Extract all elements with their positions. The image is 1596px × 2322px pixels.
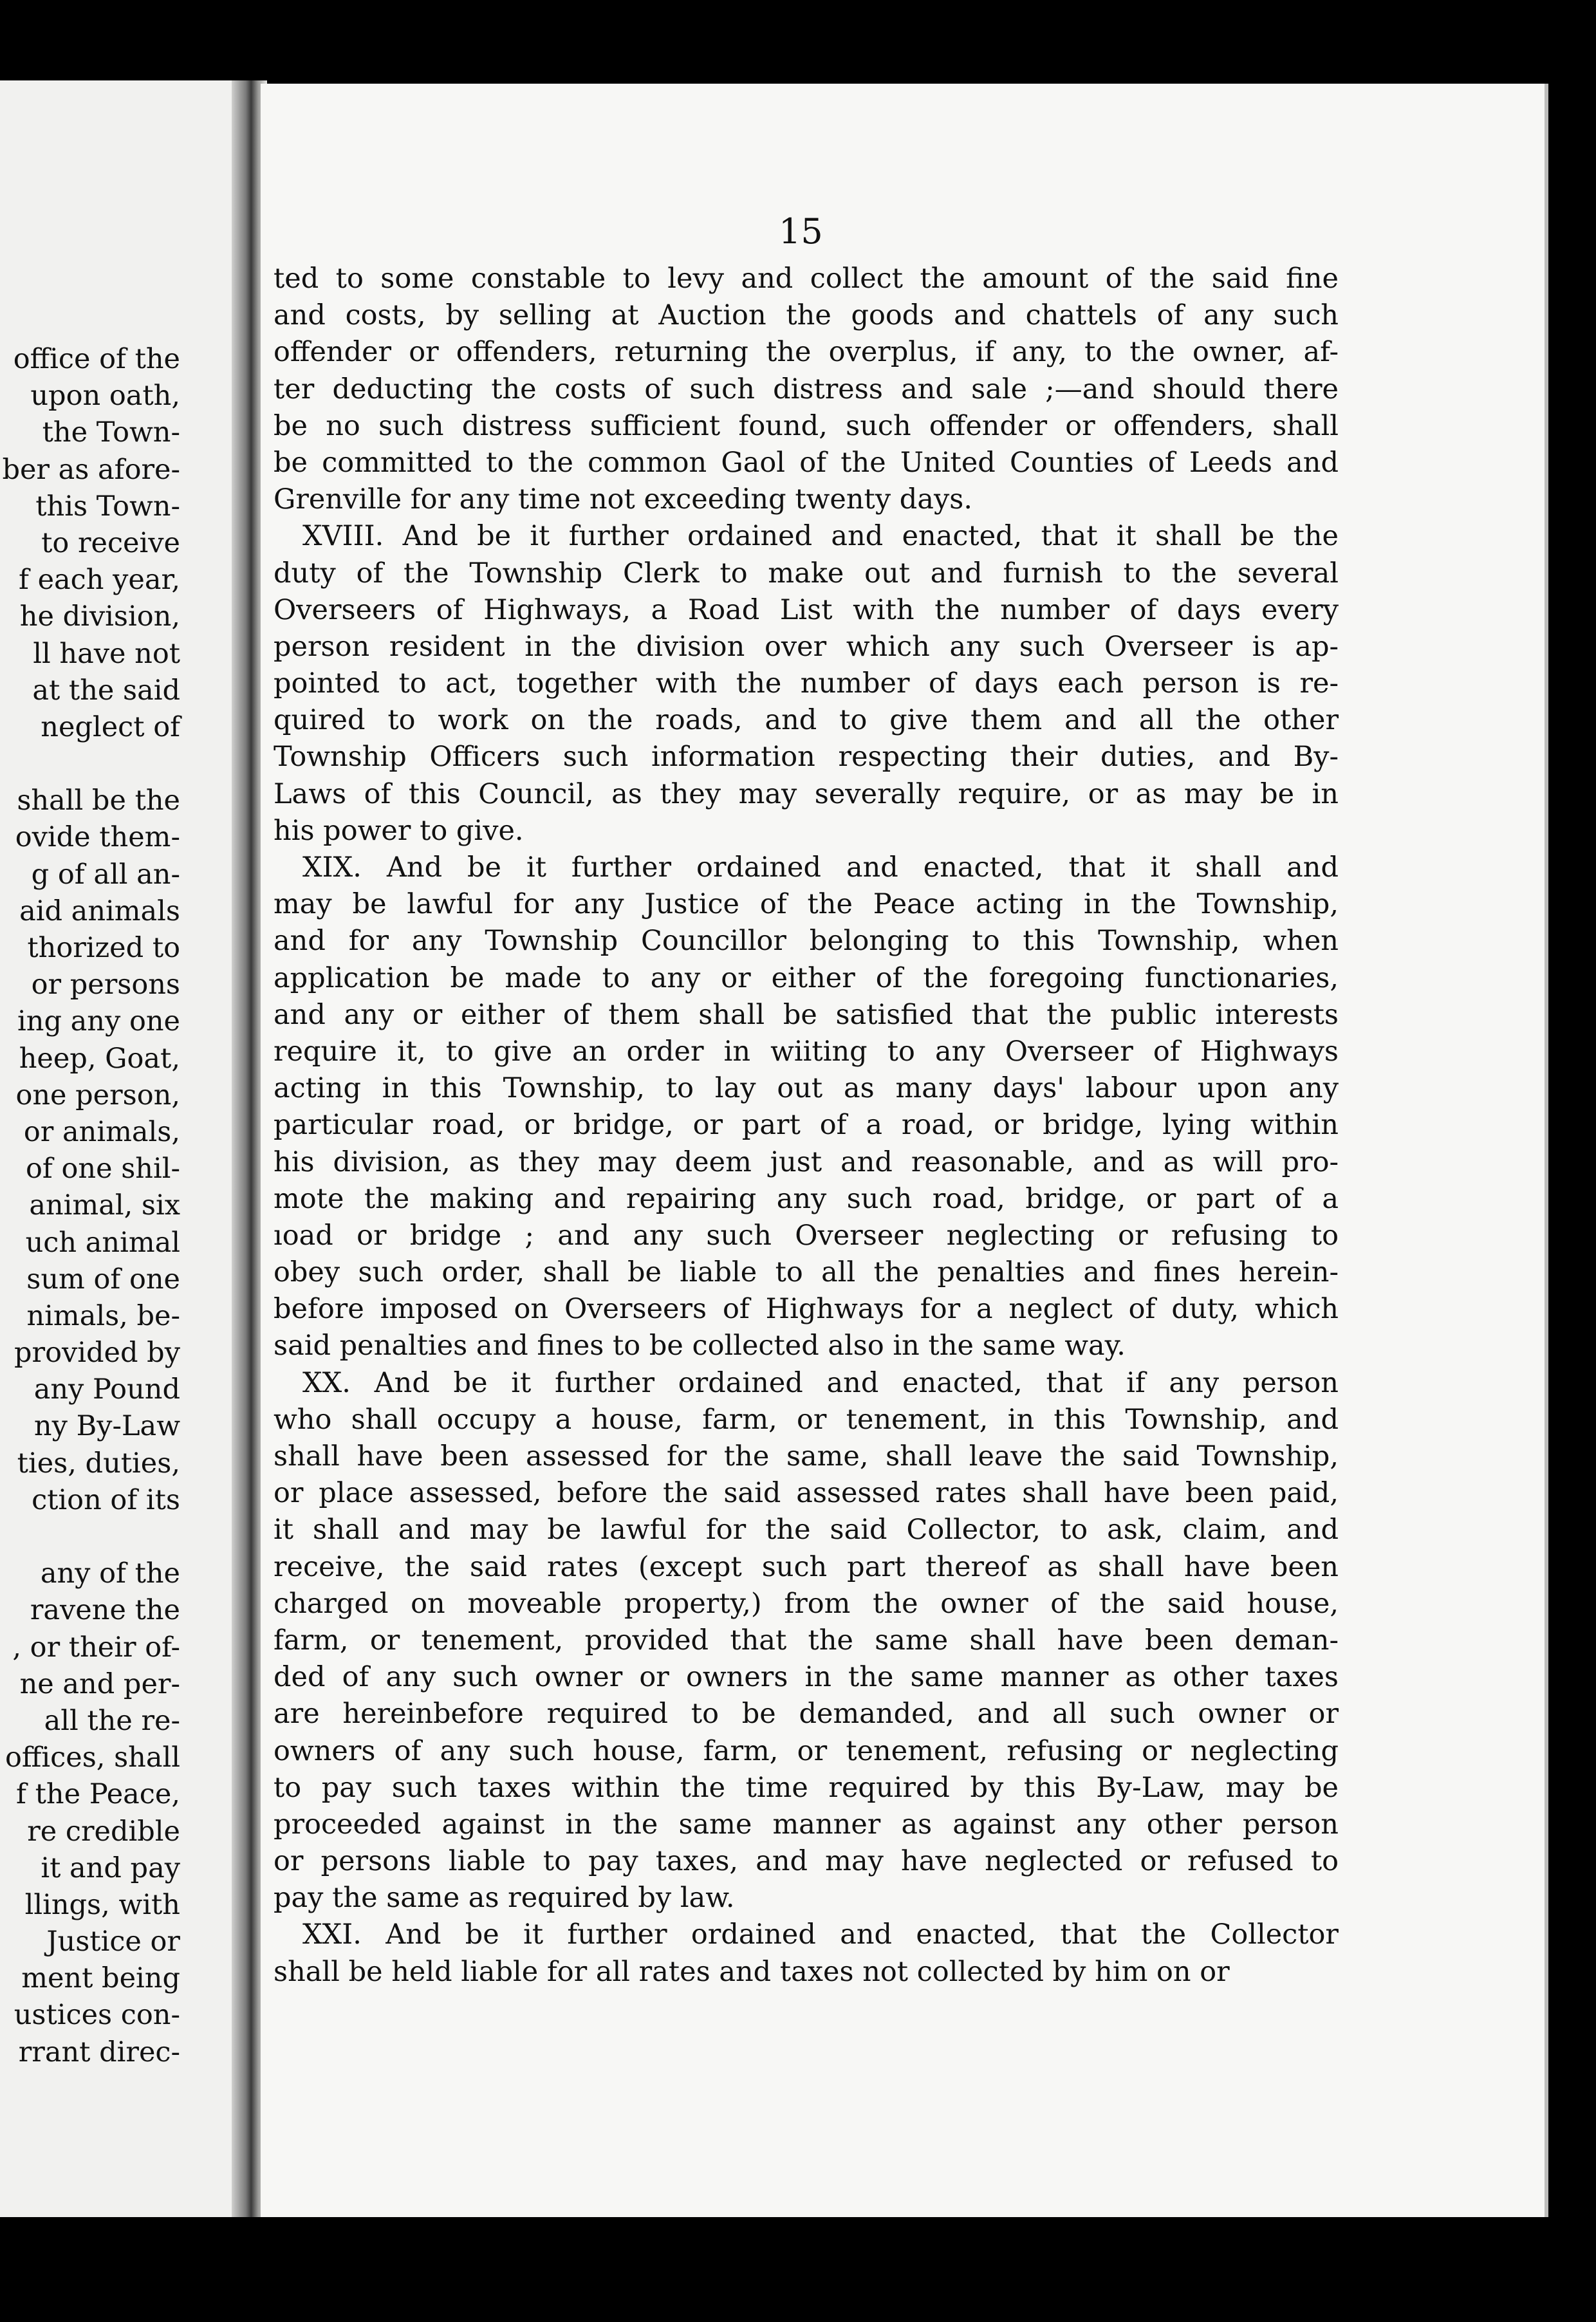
left-page-line-fragment: provided by — [14, 1337, 180, 1370]
left-page-line-fragment: the Town- — [42, 416, 180, 449]
left-page-line-fragment: ber as afore- — [2, 453, 180, 486]
scan-background-top — [0, 0, 1596, 80]
text-line: pointed to act, together with the number of days each person is re- — [274, 667, 1339, 700]
left-page-line-fragment: of one shil- — [26, 1153, 180, 1185]
left-page-line-fragment: ne and per- — [19, 1667, 180, 1700]
text-line: ded of any such owner or owners in the same manner as other taxes — [274, 1661, 1339, 1694]
left-page-line-fragment: office of the — [13, 343, 180, 375]
left-page-text-column — [0, 341, 180, 2071]
left-page-line-fragment: to receive — [41, 526, 180, 559]
left-page-line-fragment: neglect of — [41, 711, 180, 743]
left-page-line-fragment: thorized to — [27, 932, 180, 964]
text-line: to pay such taxes within the time required by this By-Law, may be — [274, 1771, 1339, 1804]
text-line: and costs, by selling at Auction the goods and chattels of any such — [274, 299, 1339, 332]
text-line: and any or either of them shall be satisfied that the public interests — [274, 998, 1339, 1031]
text-line: XVIII. And be it further ordained and enacted, that it shall be the — [302, 520, 1339, 553]
text-line: application be made to any or either of the foregoing functionaries, — [274, 961, 1339, 994]
text-line: charged on moveable property,) from the owner of the said house, — [274, 1587, 1339, 1620]
left-page-line-fragment: or animals, — [23, 1115, 180, 1148]
text-line: and for any Township Councillor belonging to this Township, when — [274, 925, 1339, 958]
left-page-line-fragment: re credible — [27, 1815, 180, 1848]
left-page-line-fragment: ustices con- — [14, 1999, 180, 2032]
left-page-gap — [0, 746, 180, 783]
left-page-line-fragment: any of the — [40, 1557, 180, 1590]
text-line: Overseers of Highways, a Road List with the number of days every — [274, 593, 1339, 626]
text-line: obey such order, shall be liable to all the penalties and fines herein- — [274, 1256, 1339, 1289]
left-page-line-fragment: g of all an- — [31, 858, 180, 891]
left-page-line-fragment: offices, shall — [5, 1742, 180, 1774]
text-line: acting in this Township, to lay out as many days' labour upon any — [274, 1072, 1339, 1105]
left-page-line-fragment: ing any one — [17, 1005, 180, 1038]
text-line: who shall occupy a house, farm, or tenement, in this Township, and — [274, 1403, 1339, 1436]
left-page-gap — [0, 1519, 180, 1556]
text-line: his division, as they may deem just and reasonable, and as will pro- — [274, 1146, 1339, 1178]
left-page-line-fragment: rrant direc- — [18, 2036, 180, 2068]
scan-background-bottom — [0, 2217, 1596, 2322]
text-line: XXI. And be it further ordained and enacted, that the Collector — [302, 1918, 1339, 1951]
text-line: require it, to give an order in wiiting to any Overseer of Highways — [274, 1035, 1339, 1068]
text-line: mote the making and repairing any such road, bridge, or part of a — [274, 1182, 1339, 1215]
left-page-line-fragment: , or their of- — [12, 1631, 180, 1664]
left-page-line-fragment: sum of one — [26, 1263, 180, 1296]
text-line: particular road, or bridge, or part of a road, or bridge, lying within — [274, 1109, 1339, 1142]
left-page-edge — [0, 80, 239, 2217]
left-page-line-fragment: any Pound — [33, 1373, 180, 1406]
text-line: ted to some constable to levy and collect the amount of the said fine — [274, 263, 1339, 295]
left-page-line-fragment: upon oath, — [30, 380, 180, 413]
left-page-line-fragment: f each year, — [19, 564, 180, 597]
left-page-line-fragment: ction of its — [32, 1483, 180, 1516]
left-page-line-fragment: ment being — [21, 1962, 180, 1995]
text-line: are hereinbefore required to be demanded, and all such owner or — [274, 1698, 1339, 1731]
text-line: shall be held liable for all rates and taxes not collected by him on or — [274, 1955, 1230, 1988]
text-line: shall have been assessed for the same, shall leave the said Township, — [274, 1440, 1339, 1472]
text-line: XX. And be it further ordained and enacted, that if any person — [302, 1366, 1339, 1399]
left-page-line-fragment: all the re- — [44, 1704, 180, 1737]
text-line: quired to work on the roads, and to give them and all the other — [274, 704, 1339, 737]
text-line: pay the same as required by law. — [274, 1882, 735, 1915]
text-line: or place assessed, before the said assessed rates shall have been paid, — [274, 1477, 1339, 1510]
left-page-line-fragment: or persons — [31, 969, 180, 1001]
left-page-line-fragment: f the Peace, — [16, 1778, 180, 1811]
text-line: said penalties and fines to be collected also in the same way. — [274, 1330, 1126, 1362]
left-page-line-fragment: at the said — [32, 674, 180, 707]
left-page-line-fragment: Justice or — [46, 1926, 180, 1958]
left-page-line-fragment: ravene the — [30, 1594, 180, 1627]
text-line: or persons liable to pay taxes, and may have neglected or refused to — [274, 1845, 1339, 1878]
right-page-body-text — [274, 261, 1339, 1991]
left-page-line-fragment: ny By-Law — [33, 1410, 180, 1443]
text-line: Grenville for any time not exceeding twenty days. — [274, 483, 972, 516]
left-page-line-fragment: shall be the — [17, 785, 180, 817]
text-line: person resident in the division over which any such Overseer is ap- — [274, 630, 1339, 663]
left-page-line-fragment: he division, — [19, 600, 180, 633]
text-line: offender or offenders, returning the overplus, if any, to the owner, af- — [274, 336, 1339, 369]
text-line: it shall and may be lawful for the said Collector, to ask, claim, and — [274, 1514, 1339, 1546]
text-line: his power to give. — [274, 814, 524, 847]
text-line: ıoad or bridge ; and any such Overseer neglecting or refusing to — [274, 1219, 1339, 1252]
text-line: ter deducting the costs of such distress and sale ;—and should there — [274, 373, 1339, 405]
text-line: may be lawful for any Justice of the Peace acting in the Township, — [274, 888, 1339, 921]
left-page-line-fragment: it and pay — [41, 1852, 180, 1884]
text-line: proceeded against in the same manner as against any other person — [274, 1808, 1339, 1841]
text-line: Laws of this Council, as they may severally require, or as may be in — [274, 777, 1339, 810]
left-page-line-fragment: one person, — [15, 1079, 180, 1111]
left-page-line-fragment: llings, with — [24, 1888, 180, 1921]
text-line: owners of any such house, farm, or tenement, refusing or neglecting — [274, 1734, 1339, 1767]
text-line: be no such distress sufficient found, such offender or offenders, shall — [274, 409, 1339, 442]
page-number: 15 — [779, 211, 823, 252]
text-line: farm, or tenement, provided that the same shall have been deman- — [274, 1624, 1339, 1657]
text-line: XIX. And be it further ordained and enacted, that it shall and — [302, 851, 1339, 884]
left-page-line-fragment: uch animal — [25, 1226, 180, 1259]
text-line: receive, the said rates (except such part thereof as shall have been — [274, 1550, 1339, 1583]
left-page-line-fragment: aid animals — [19, 895, 180, 927]
left-page-line-fragment: this Town- — [35, 490, 180, 523]
text-line: be committed to the common Gaol of the United Counties of Leeds and — [274, 446, 1339, 479]
left-page-line-fragment: heep, Goat, — [19, 1042, 180, 1075]
left-page-line-fragment: nimals, be- — [26, 1299, 180, 1332]
left-page-line-fragment: animal, six — [29, 1189, 180, 1222]
left-page-line-fragment: ovide them- — [15, 821, 180, 854]
text-line: duty of the Township Clerk to make out and furnish to the several — [274, 557, 1339, 590]
text-line: Township Officers such information respecting their duties, and By- — [274, 741, 1339, 774]
left-page-line-fragment: ll have not — [33, 637, 180, 670]
text-line: before imposed on Overseers of Highways for a neglect of duty, which — [274, 1293, 1339, 1326]
left-page-line-fragment: ties, duties, — [17, 1447, 180, 1480]
